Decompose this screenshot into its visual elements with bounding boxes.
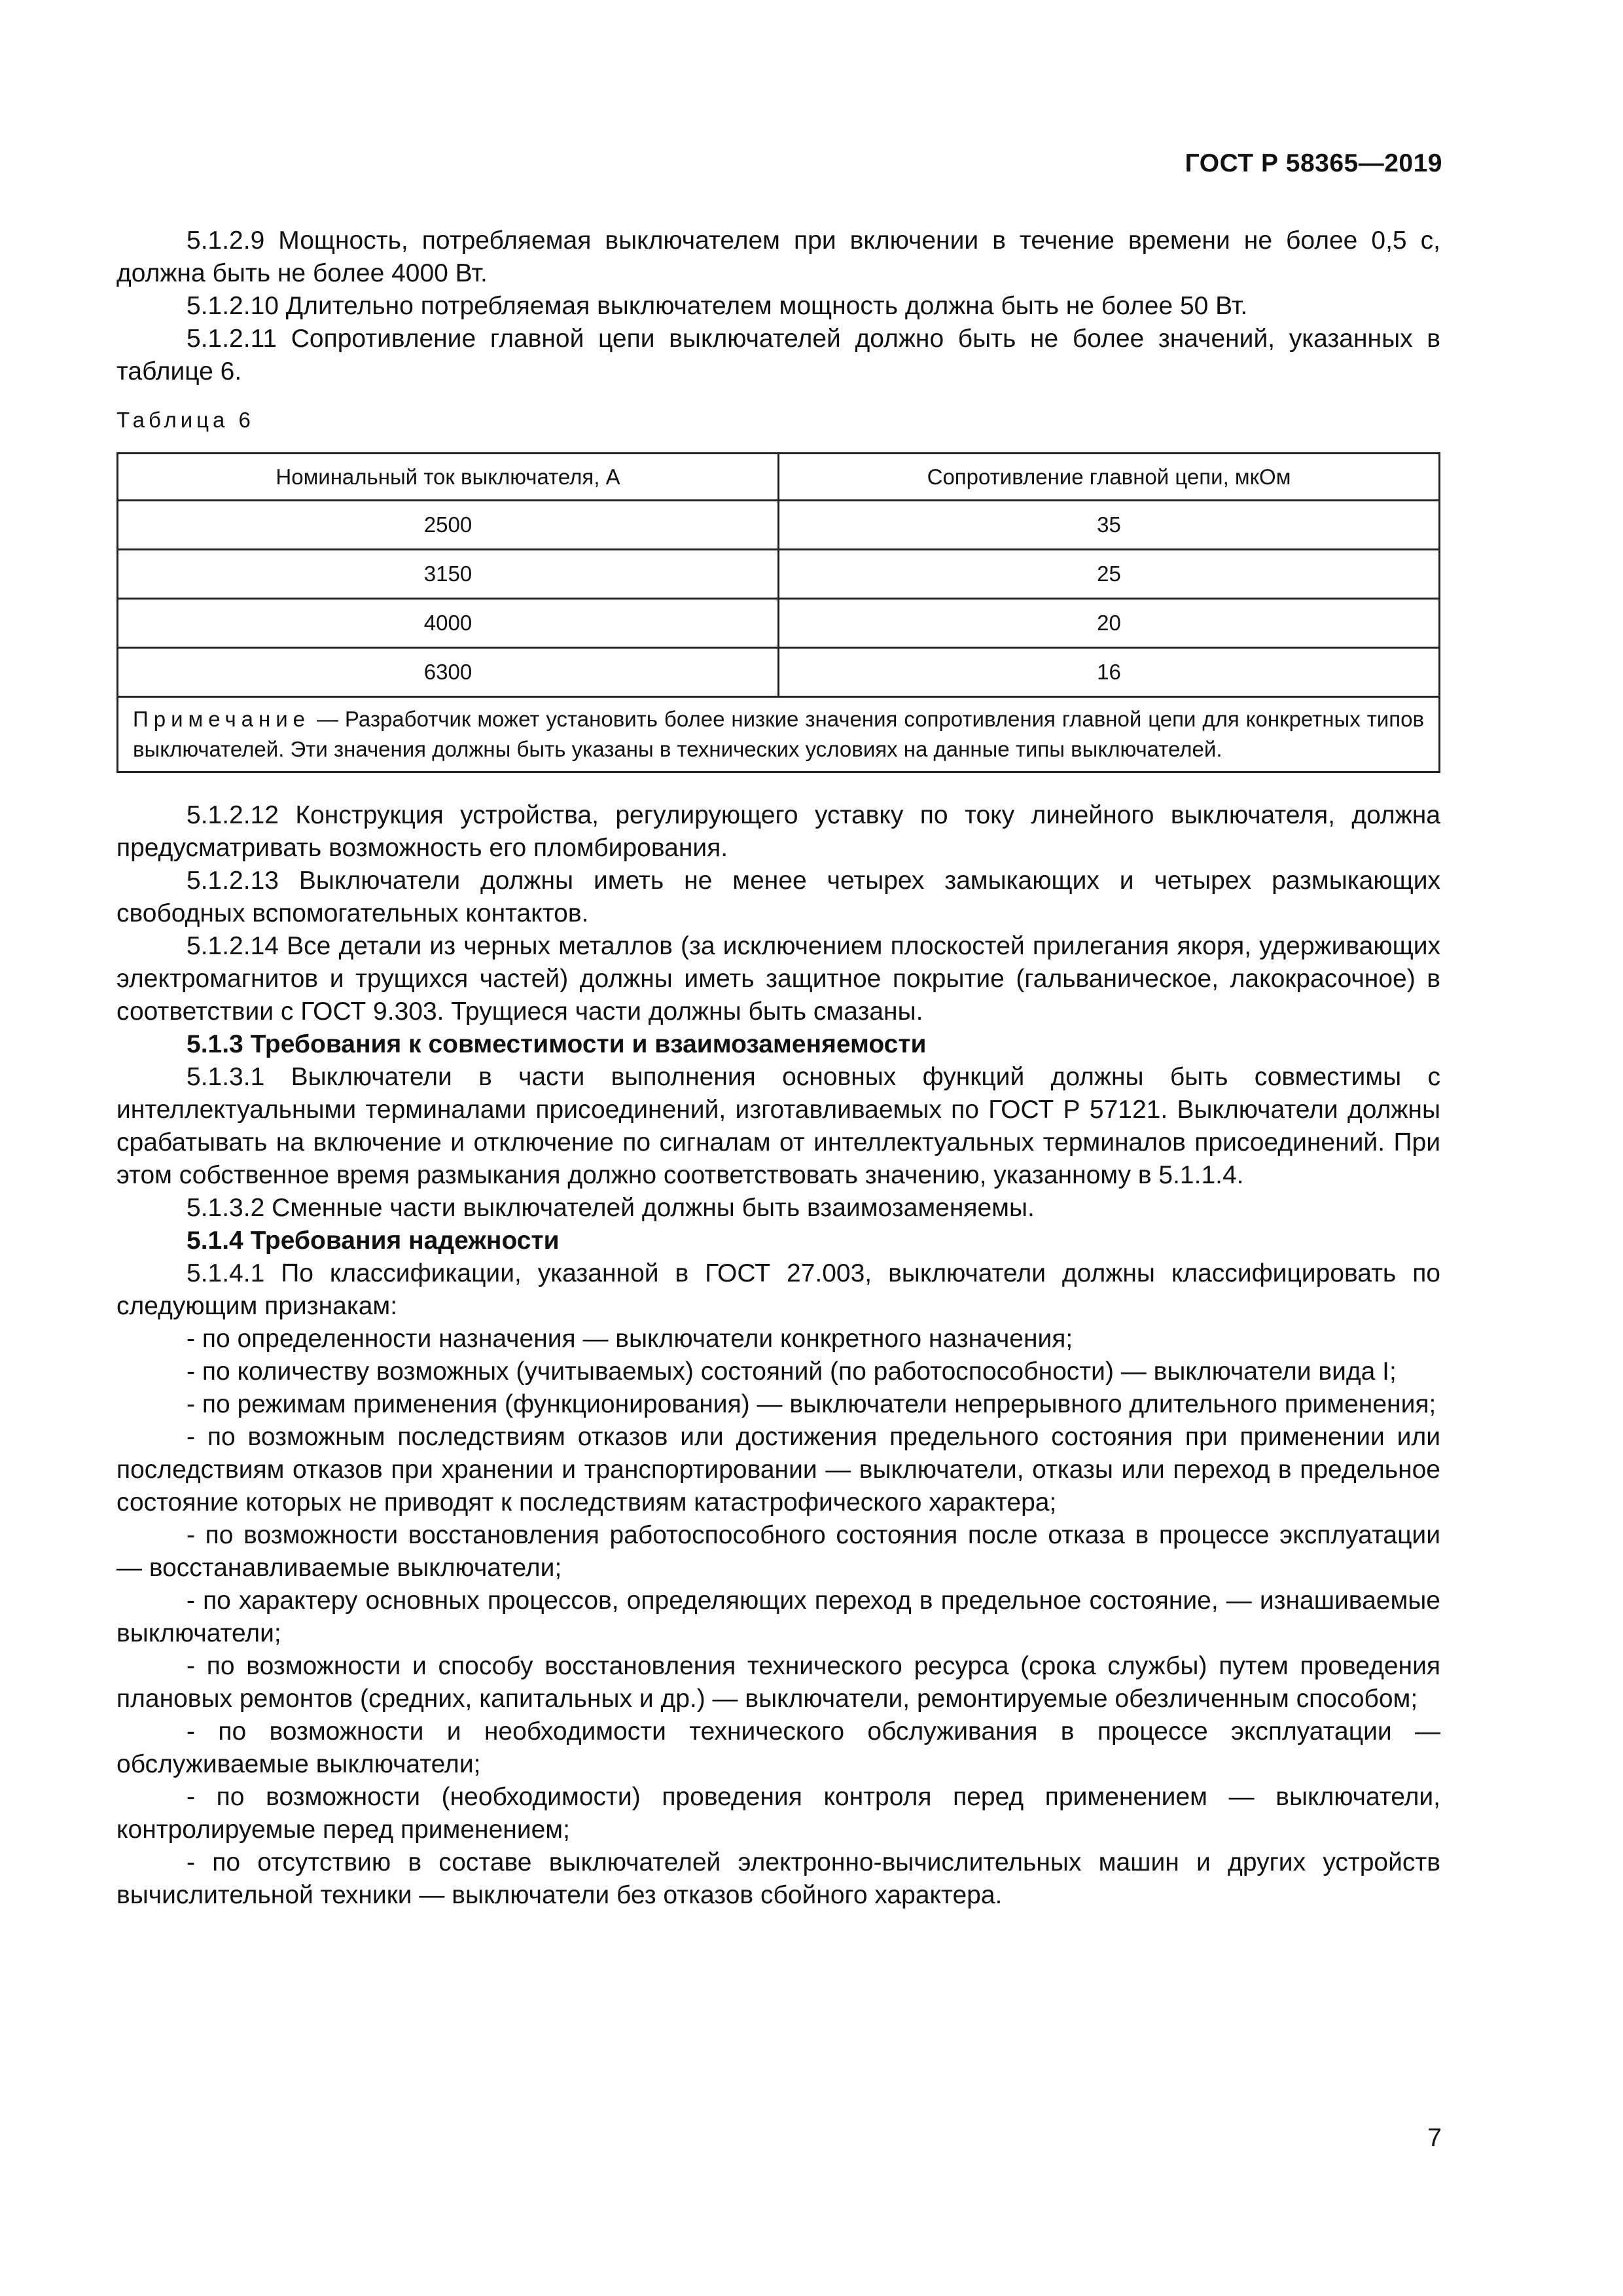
list-item: - по возможности и необходимости технического обслуживания в процессе эксплуатации — обслуживаемые выключатели; (116, 1717, 1440, 1778)
table-cell-current: 2500 (118, 501, 779, 550)
table-cell-resistance: 20 (779, 599, 1440, 648)
paragraph-5-1-2-14: 5.1.2.14 Все детали из черных металлов (за исключением плоскостей прилегания якоря, удерживающих электромагнитов и трущихся частей) должны иметь защитное покрытие (гальваническое, лакокрасочное) в соответствии с ГОСТ 9.303. Трущиеся части должны быть смазаны. (116, 932, 1440, 1026)
table-cell-current: 6300 (118, 648, 779, 697)
table-row (118, 648, 1440, 697)
table-row (118, 550, 1440, 599)
paragraph-5-1-3-1: 5.1.3.1 Выключатели в части выполнения основных функций должны быть совместимы с интеллектуальными терминалами присоединений, изготавливаемых по ГОСТ Р 57121. Выключатели должны срабатывать на включение и отключение по сигналам от интеллектуальных терминалов присоединений. При этом собственное время размыкания должно соответствовать значению, указанному в 5.1.1.4. (116, 1063, 1440, 1189)
paragraph-5-1-3-2: 5.1.3.2 Сменные части выключателей должны быть взаимозаменяемы. (187, 1194, 1035, 1222)
table-cell-resistance: 25 (779, 550, 1440, 599)
page-number: 7 (1427, 2124, 1442, 2152)
table-cell-resistance: 16 (779, 648, 1440, 697)
list-item: - по количеству возможных (учитываемых) состояний (по работоспособности) — выключатели вида I; (187, 1357, 1397, 1386)
table-cell-resistance: 35 (779, 501, 1440, 550)
list-item: - по возможности восстановления работоспособного состояния после отказа в процессе эксплуатации — восстанавливаемые выключатели; (116, 1521, 1440, 1582)
table-note (118, 697, 1440, 772)
list-item: - по режимам применения (функционирования) — выключатели непрерывного длительного применения; (187, 1390, 1436, 1418)
paragraph-5-1-2-9: 5.1.2.9 Мощность, потребляемая выключателем при включении в течение времени не более 0,5 с, должна быть не более 4000 Вт. (116, 226, 1440, 287)
list-item: - по отсутствию в составе выключателей электронно-вычислительных машин и других устройств вычислительной техники — выключатели без отказов сбойного характера. (116, 1848, 1440, 1909)
paragraph-5-1-2-11: 5.1.2.11 Сопротивление главной цепи выключателей должно быть не более значений, указанных в таблице 6. (116, 325, 1440, 386)
table-header-row (118, 454, 1440, 501)
table-row (118, 599, 1440, 648)
table-note-row (118, 697, 1440, 772)
paragraph-5-1-2-10: 5.1.2.10 Длительно потребляемая выключателем мощность должна быть не более 50 Вт. (187, 292, 1248, 320)
document-header: ГОСТ Р 58365—2019 (1185, 149, 1442, 177)
section-heading-5-1-4: 5.1.4 Требования надежности (187, 1227, 560, 1255)
table-cell-current: 3150 (118, 550, 779, 599)
list-item: - по возможности (необходимости) проведения контроля перед применением — выключатели, контролируемые перед применением; (116, 1783, 1440, 1844)
table-header-cell: Сопротивление главной цепи, мкОм (779, 454, 1440, 501)
paragraph-5-1-4-1: 5.1.4.1 По классификации, указанной в ГОСТ 27.003, выключатели должны классифицировать по следующим признакам: (116, 1259, 1440, 1320)
section-heading-5-1-3: 5.1.3 Требования к совместимости и взаимозаменяемости (187, 1030, 927, 1058)
body-paragraphs (116, 799, 1440, 1912)
document-body (116, 224, 1440, 1912)
paragraph-5-1-2-12: 5.1.2.12 Конструкция устройства, регулирующего уставку по току линейного выключателя, должна предусматривать возможность его пломбирования. (116, 801, 1440, 862)
table-header-cell: Номинальный ток выключателя, А (118, 454, 779, 501)
list-item: - по возможности и способу восстановления технического ресурса (срока службы) путем проведения плановых ремонтов (средних, капитальных и др.) — выключатели, ремонтируемые обезличенным способом; (116, 1652, 1440, 1713)
table-6 (116, 452, 1440, 773)
list-item: - по определенности назначения — выключатели конкретного назначения; (187, 1325, 1073, 1353)
table-cell-current: 4000 (118, 599, 779, 648)
paragraph-5-1-2-13: 5.1.2.13 Выключатели должны иметь не менее четырех замыкающих и четырех размыкающих свободных вспомогательных контактов. (116, 867, 1440, 927)
table-note-text: — Разработчик может установить более низкие значения сопротивления главной цепи для конкретных типов выключателей. Эти значения должны быть указаны в технических условиях на данные типы выключателей. (133, 707, 1424, 761)
table-caption: Таблица 6 (116, 408, 255, 432)
table-note-label: Примечание (133, 707, 311, 731)
table-row (118, 501, 1440, 550)
list-item: - по возможным последствиям отказов или достижения предельного состояния при применении или последствиям отказов при хранении и транспортировании — выключатели, отказы или переход в предельное состояние которых не приводят к последствиям катастрофического характера; (116, 1423, 1440, 1516)
list-item: - по характеру основных процессов, определяющих переход в предельное состояние, — изнашиваемые выключатели; (116, 1587, 1440, 1647)
